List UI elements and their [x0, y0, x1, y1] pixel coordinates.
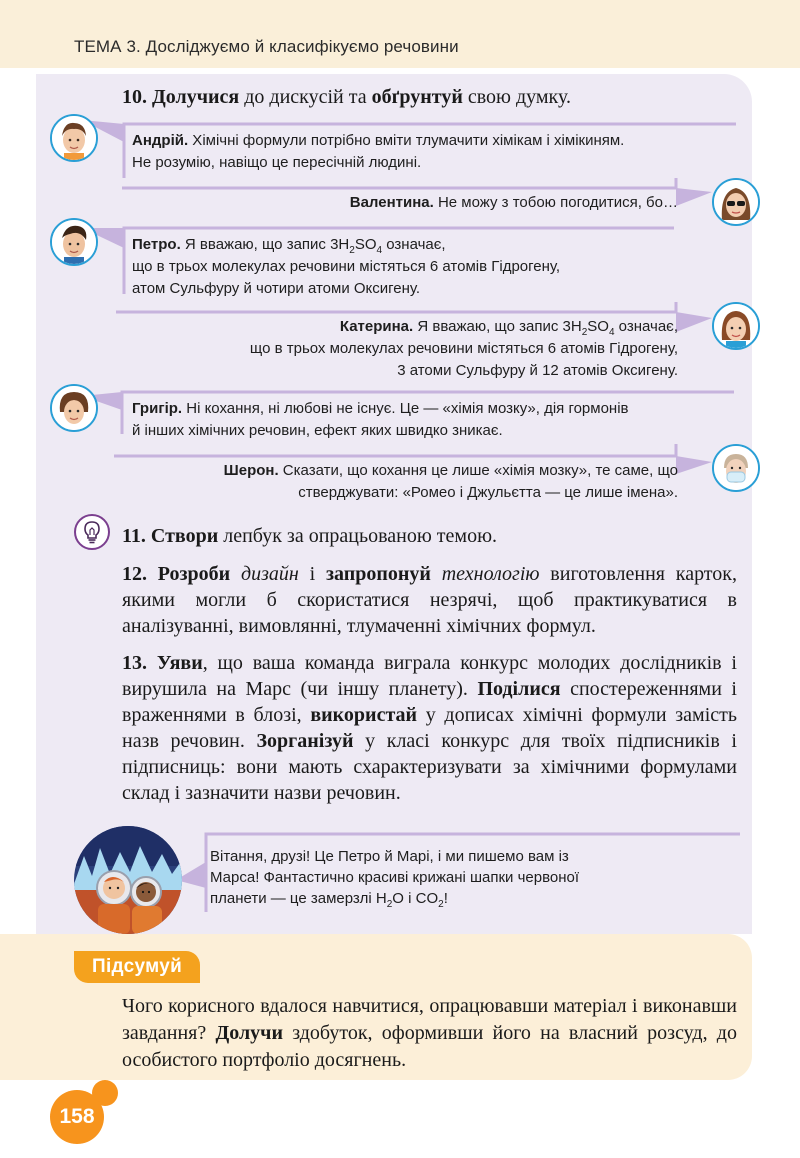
- speaker-name: Катерина.: [339, 318, 414, 335]
- girl-face-icon: [714, 304, 758, 348]
- petro-avatar: [50, 218, 98, 266]
- summary-verb: Долучи: [215, 1022, 283, 1044]
- bubble-text: означає,: [614, 318, 678, 335]
- hryhir-avatar: [50, 384, 98, 432]
- bubble-text: Вітання, друзі! Це Петро й Марі, і ми пишемо вам із: [210, 848, 569, 865]
- speaker-name: Петро.: [132, 236, 181, 253]
- summary-text: [122, 993, 737, 1074]
- boy-face-icon: [52, 386, 96, 430]
- speaker-name: Шерон.: [223, 462, 279, 479]
- andriy-bubble: [132, 130, 624, 174]
- task-text: , що ваша команда виграла конкурс молодих дослідників і вирушила на Марс (чи іншу планету).: [122, 652, 737, 700]
- bubble-text: Сказати, що кохання це лише «хімія мозку», те саме, що: [278, 462, 678, 479]
- sheron-bubble-line: [114, 444, 676, 456]
- bubble-text: означає,: [382, 236, 446, 253]
- task-verb: обґрунтуй: [371, 86, 463, 108]
- bubble-text: атом Сульфуру й чотири атоми Оксигену.: [132, 280, 421, 297]
- valentyna-bubble: [350, 192, 678, 214]
- valentyna-bubble-line: [122, 178, 676, 188]
- task-verb: Уяви: [156, 652, 203, 674]
- bubble-text: Ні кохання, ні любові не існує. Це — «хімія мозку», дія гормонів: [182, 400, 629, 417]
- task-text: у дописах хімічні формули замість назв речовин.: [122, 704, 737, 752]
- bubble-text: Не можу з тобою погодитися, бо…: [433, 194, 678, 211]
- subscript: 4: [608, 327, 615, 338]
- task-10: [122, 84, 737, 110]
- bubble-text: Хімічні формули потрібно вміти тлумачити хімікам і хімікиням.: [188, 132, 625, 149]
- sheron-bubble: [224, 460, 678, 504]
- girl-sunglasses-icon: [714, 180, 758, 224]
- task-number: 12.: [122, 563, 147, 585]
- bubble-text: Марса! Фантастично красиві крижані шапки червоної: [210, 869, 580, 886]
- bubble-text: планети — це замерзлі H: [210, 890, 387, 907]
- task-text: спостереженнями і враженнями в блозі,: [122, 678, 737, 726]
- summary-text-part: здобуток, оформивши його на власний розсуд, до особистого портфоліо досягнень.: [122, 1022, 737, 1071]
- task-verb: запропонуй: [325, 563, 431, 585]
- subscript: 4: [376, 245, 383, 256]
- task-13: [122, 650, 737, 806]
- boy-face-icon: [52, 220, 96, 264]
- task-verb: використай: [310, 704, 418, 726]
- bubble-text: Я вважаю, що запис 3H: [413, 318, 582, 335]
- speaker-name: Валентина.: [349, 194, 434, 211]
- speaker-name: Григір.: [132, 400, 183, 417]
- bubble-text: !: [443, 890, 448, 907]
- subscript: 2: [438, 899, 444, 910]
- task-12: [122, 561, 737, 639]
- bubble-text: й інших хімічних речовин, ефект яких швидко зникає.: [132, 422, 503, 439]
- task-verb: Створи: [150, 525, 219, 547]
- task-11: [122, 523, 737, 549]
- task-text: виготовлення карток, якими могли б скористатися незрячі, щоб практикуватися в аналізуванні, вимовлянні, тлумаченні хімічних формул.: [122, 563, 738, 637]
- petro-bubble: [132, 234, 560, 300]
- kateryna-bubble: [250, 316, 678, 382]
- bubble-text: SO: [354, 236, 377, 253]
- masked-face-icon: [714, 446, 758, 490]
- summary-text-part: Чого корисного вдалося навчитися, опрацювавши матеріал і виконавши завдання?: [122, 995, 737, 1044]
- task-text: у класі конкурс для твоїх підписників і підписниць: вони мають схарактеризувати за хімічними формулами склад і зазначити назви речовин.: [122, 730, 737, 804]
- task-verb: Долучися: [152, 86, 240, 108]
- lightbulb-badge: [74, 514, 110, 550]
- bubble-text: що в трьох молекулах речовини містяться 6 атомів Гідрогену,: [132, 258, 561, 275]
- kateryna-bubble-line: [116, 302, 676, 312]
- task-text: і: [298, 563, 326, 585]
- bubble-text: SO: [587, 318, 609, 335]
- bubble-text: стверджувати: «Ромео і Джульєтта — це лише імена».: [298, 484, 678, 501]
- kateryna-avatar: [712, 302, 760, 350]
- topic-title: ТЕМА 3. Досліджуємо й класифікуємо речовини: [74, 37, 459, 56]
- task-text: лепбук за опрацьованою темою.: [218, 525, 498, 547]
- page-number: 158: [50, 1090, 104, 1144]
- mars-astronauts-image: [74, 826, 182, 934]
- subscript: 2: [581, 327, 588, 338]
- task-italic: дизайн: [240, 563, 299, 585]
- andriy-avatar: [50, 114, 98, 162]
- speaker-name: Андрій.: [132, 132, 189, 149]
- subscript: 2: [349, 245, 355, 256]
- astronauts-illustration: [74, 826, 182, 934]
- bubble-text: O і CO: [392, 890, 439, 907]
- mars-post-bubble: [210, 846, 579, 909]
- bubble-text: Я вважаю, що запис 3H: [180, 236, 350, 253]
- subscript: 2: [386, 899, 393, 910]
- hryhir-bubble: [132, 398, 629, 442]
- task-text: до дискусій та: [239, 86, 372, 108]
- bubble-text: що в трьох молекулах речовини містяться 6 атомів Гідрогену,: [249, 340, 678, 357]
- task-verb: Розроби: [157, 563, 231, 585]
- task-verb: Зорганізуй: [256, 730, 354, 752]
- bubble-text: Не розумію, навіщо це пересічній людині.: [132, 154, 422, 171]
- task-number: 10.: [122, 86, 147, 108]
- summary-heading: Підсумуй: [74, 951, 200, 983]
- task-italic: технологію: [441, 563, 540, 585]
- task-number: 13.: [122, 652, 147, 674]
- task-number: 11.: [122, 525, 146, 547]
- valentyna-avatar: [712, 178, 760, 226]
- task-text: свою думку.: [462, 86, 571, 108]
- boy-face-icon: [52, 116, 96, 160]
- bubble-text: 3 атоми Сульфуру й 12 атомів Оксигену.: [397, 362, 678, 379]
- lightbulb-icon: [76, 516, 108, 548]
- sheron-avatar: [712, 444, 760, 492]
- task-verb: Поділися: [477, 678, 561, 700]
